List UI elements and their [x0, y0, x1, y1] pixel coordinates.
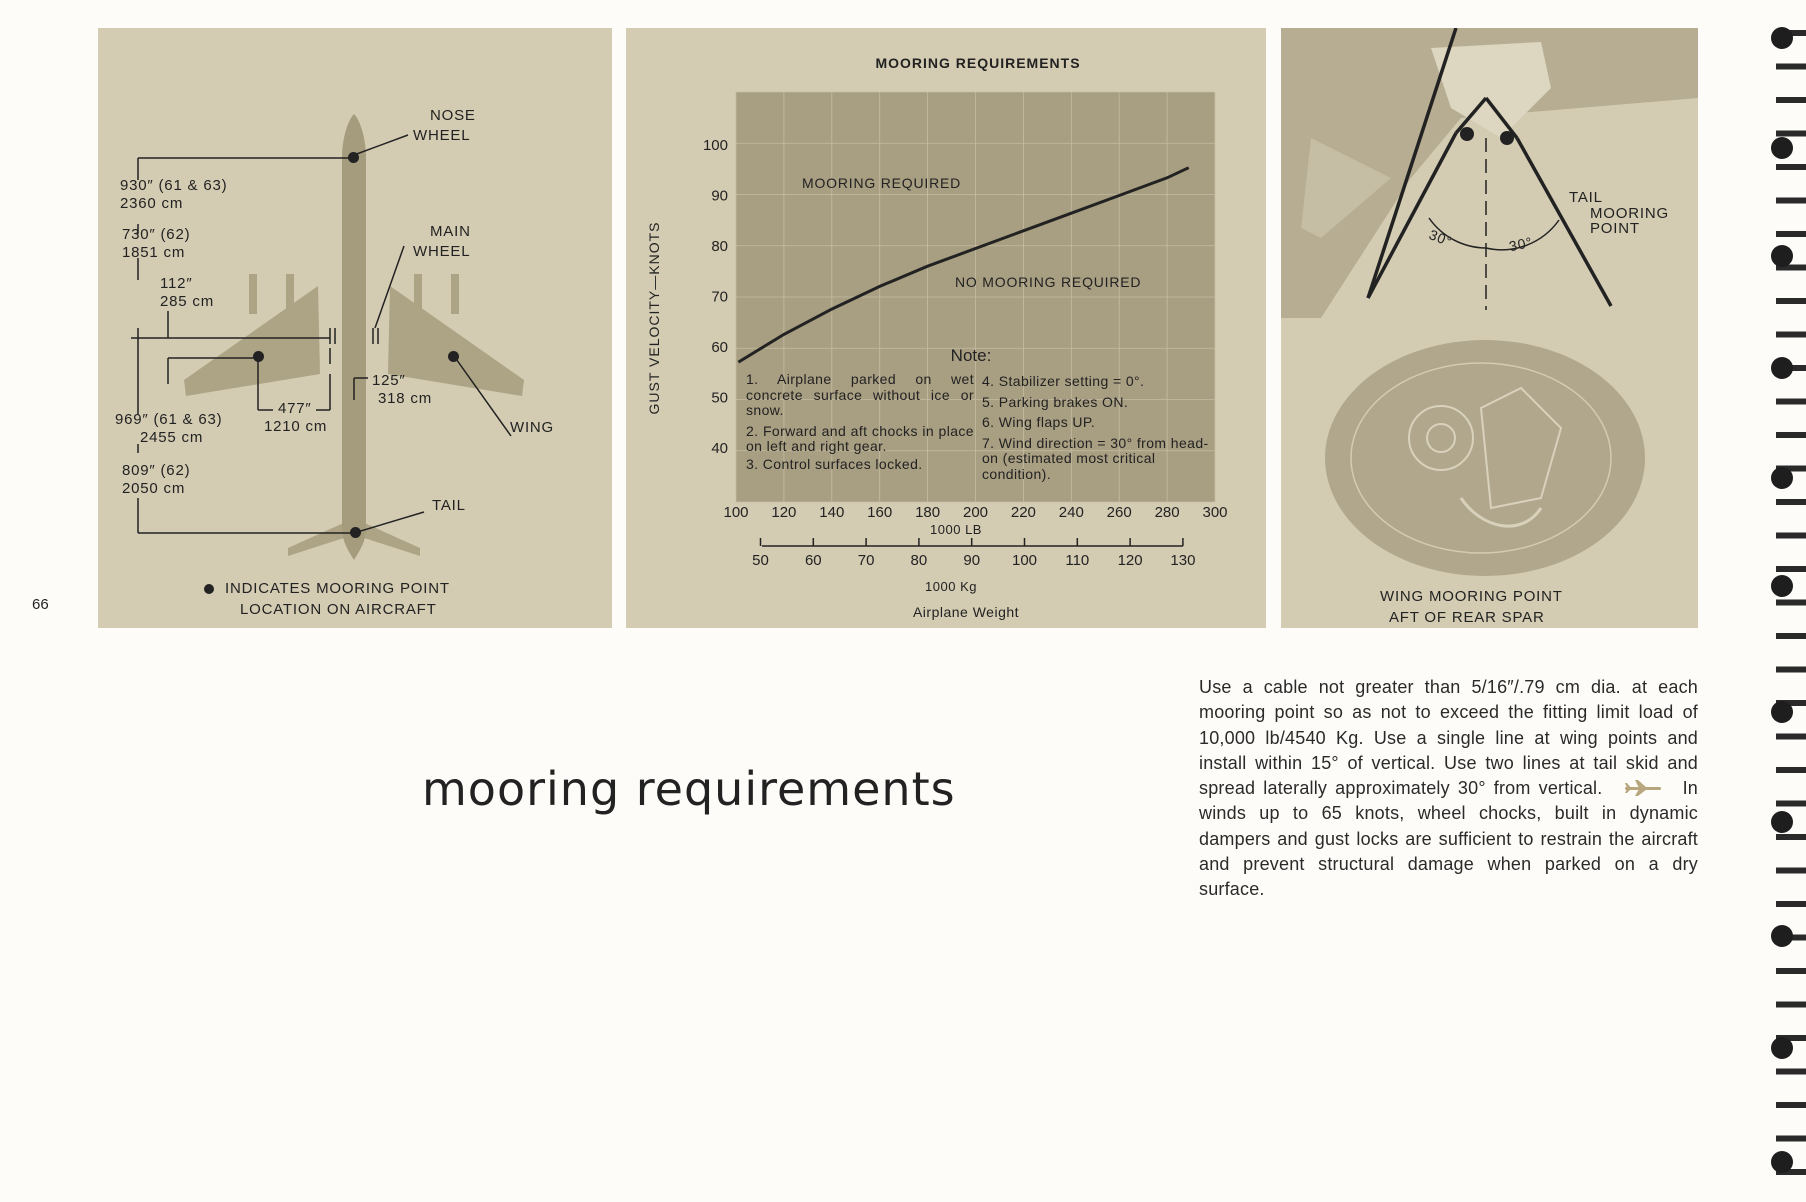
aircraft-silhouette — [98, 28, 612, 628]
y-tick-label: 70 — [711, 288, 728, 306]
x-tick-label-kg: 130 — [1170, 552, 1196, 569]
binding-hole — [1771, 245, 1793, 267]
dim-730: 730″ (62) — [122, 226, 191, 243]
y-tick-label: 60 — [711, 339, 728, 356]
note-title: Note: — [950, 346, 992, 365]
wing-label: WING — [510, 419, 555, 436]
note-1: 1. Airplane parked on wet concrete surface without ice or snow. — [746, 371, 974, 418]
note-7: 7. Wind direction = 30° from head-on (estimated most critical condition). — [982, 434, 1209, 482]
dim-318: 318 cm — [378, 390, 432, 407]
binding-ring — [1776, 834, 1806, 840]
binding-ring — [1776, 633, 1806, 639]
dim-1851: 1851 cm — [122, 244, 186, 261]
x-tick-label-kg: 50 — [752, 552, 769, 569]
binding-ring — [1776, 667, 1806, 673]
note-2: 2. Forward and aft chocks in place on left and right gear. — [746, 422, 974, 454]
mooring-chart — [626, 28, 1266, 628]
page-number: 66 — [32, 596, 49, 613]
binding-ring — [1776, 1136, 1806, 1142]
binding-ring — [1776, 131, 1806, 137]
x-tick-label-lb: 220 — [1010, 504, 1036, 521]
nose-wheel-label-2: WHEEL — [413, 127, 471, 144]
x-tick-label-lb: 180 — [915, 504, 941, 521]
tail-label: TAIL — [432, 497, 466, 514]
binding-hole — [1771, 1037, 1793, 1059]
binding-ring — [1776, 533, 1806, 539]
dim-477: 477″ — [278, 400, 312, 417]
binding-ring — [1776, 901, 1806, 907]
binding-hole — [1771, 467, 1793, 489]
tail-mooring-label-1: TAIL — [1569, 189, 1603, 206]
page-heading: mooring requirements — [422, 762, 956, 816]
mooring-chart-panel — [626, 28, 1266, 628]
dim-2455: 2455 cm — [140, 429, 204, 446]
tail-mooring-label-3: POINT — [1590, 220, 1640, 237]
region-no-mooring-required: NO MOORING REQUIRED — [955, 274, 1142, 290]
chart-title: MOORING REQUIREMENTS — [875, 55, 1081, 71]
notes-left — [746, 372, 974, 472]
binding-ring — [1776, 432, 1806, 438]
note-4: 4. Stabilizer setting = 0°. — [982, 373, 1145, 389]
body-text-part2: In winds up to 65 knots, wheel chocks, built in dynamic dampers and gust locks are sufficient to restrain the aircraft and prevent structural damage when parked on a dry surface. — [1199, 778, 1698, 900]
x-tick-label-kg: 60 — [804, 552, 822, 569]
binding-ring — [1776, 734, 1806, 740]
x-tick-label-kg: 100 — [1011, 552, 1038, 569]
binding-ring — [1776, 1102, 1806, 1108]
x-tick-label-lb: 280 — [1154, 504, 1180, 521]
binding-ring — [1776, 1002, 1806, 1008]
y-tick-label: 80 — [711, 238, 728, 255]
binding-ring — [1776, 499, 1806, 505]
x-tick-label-kg: 70 — [857, 552, 875, 569]
binding-hole — [1771, 137, 1793, 159]
main-wheel-label-1: MAIN — [430, 223, 471, 240]
binding-ring — [1776, 231, 1806, 237]
binding-hole — [1771, 701, 1793, 723]
dim-809: 809″ (62) — [122, 462, 191, 479]
binding-ring — [1776, 566, 1806, 572]
binding-ring — [1776, 198, 1806, 204]
note-6: 6. Wing flaps UP. — [982, 414, 1096, 430]
binding-ring — [1776, 332, 1806, 338]
dim-2050: 2050 cm — [122, 480, 186, 497]
y-tick-label: 50 — [711, 389, 728, 407]
x-tick-label-kg: 120 — [1117, 552, 1143, 569]
spiral-binding — [1770, 0, 1806, 1202]
binding-hole — [1771, 575, 1793, 597]
tail-angle-right: 30° — [1507, 233, 1534, 255]
dim-112: 112″ — [160, 275, 193, 292]
mooring-detail-illustration — [1281, 28, 1698, 628]
wing-mooring-label-2: AFT OF REAR SPAR — [1389, 609, 1545, 626]
right-wing-mooring-point — [448, 351, 459, 362]
left-wing-mooring-point — [253, 351, 264, 362]
binding-ring — [1776, 767, 1806, 773]
binding-ring — [1776, 868, 1806, 874]
binding-ring — [1776, 298, 1806, 304]
binding-ring — [1776, 164, 1806, 170]
x-tick-label-lb: 200 — [962, 504, 989, 521]
x-tick-label-lb: 160 — [867, 504, 893, 521]
y-tick-label: 40 — [711, 440, 728, 457]
x-tick-label-lb: 120 — [771, 504, 797, 521]
binding-hole — [1771, 925, 1793, 947]
binding-hole — [1771, 27, 1793, 49]
x-tick-label-lb: 140 — [819, 504, 845, 521]
dim-2360: 2360 cm — [120, 195, 184, 212]
tail-angle-left: 30° — [1426, 226, 1455, 250]
dim-125: 125″ — [372, 372, 406, 389]
y-tick-label: 90 — [711, 187, 728, 205]
chart-xlabel-caption: Airplane Weight — [912, 604, 1020, 620]
dim-969: 969″ (61 & 63) — [115, 411, 223, 428]
binding-hole — [1771, 811, 1793, 833]
x-tick-label-lb: 300 — [1202, 504, 1228, 521]
dim-930: 930″ (61 & 63) — [120, 177, 228, 194]
main-wheel-label-2: WHEEL — [413, 243, 471, 260]
chart-ylabel: GUST VELOCITY—KNOTS — [646, 221, 662, 415]
chart-xlabel-lb: 1000 LB — [930, 522, 982, 537]
binding-ring — [1776, 64, 1806, 70]
x-tick-label-kg: 90 — [963, 552, 981, 569]
binding-hole — [1771, 1151, 1793, 1173]
wing-mooring-label-1: WING MOORING POINT — [1380, 588, 1563, 605]
x-tick-label-lb: 100 — [723, 504, 749, 521]
x-tick-label-kg: 80 — [910, 552, 928, 569]
binding-ring — [1776, 600, 1806, 606]
chart-xlabel-kg: 1000 Kg — [925, 579, 977, 594]
binding-ring — [1776, 97, 1806, 103]
binding-ring — [1776, 801, 1806, 807]
x-tick-label-lb: 240 — [1058, 504, 1084, 521]
binding-ring — [1776, 968, 1806, 974]
note-5: 5. Parking brakes ON. — [982, 393, 1129, 410]
tail-mooring-label-2: MOORING — [1590, 205, 1669, 222]
body-text-part1: Use a cable not greater than 5/16″/.79 cm dia. at each mooring point so as not to exceed the fitting limit load of 10,000 lb/4540 Kg. Use a single line at wing points and install within 15° of vertical. Use two lines at tail skid and spread laterally approximately 30° from vertical. — [1199, 677, 1698, 799]
nose-wheel-label-1: NOSE — [430, 107, 476, 124]
aircraft-diagram-panel — [98, 28, 612, 628]
airplane-icon — [1623, 779, 1663, 797]
body-text — [1199, 675, 1698, 903]
binding-hole — [1771, 357, 1793, 379]
legend-line-2: LOCATION ON AIRCRAFT — [240, 601, 437, 618]
dim-285: 285 cm — [160, 293, 214, 310]
dim-1210: 1210 cm — [264, 418, 328, 435]
legend-line-1: INDICATES MOORING POINT — [225, 580, 450, 597]
y-tick-label: 100 — [702, 137, 728, 154]
binding-ring — [1776, 399, 1806, 405]
binding-ring — [1776, 1069, 1806, 1075]
legend-dot — [204, 584, 214, 594]
x-tick-label-kg: 110 — [1065, 552, 1090, 569]
region-mooring-required: MOORING REQUIRED — [802, 175, 962, 191]
note-3: 3. Control surfaces locked. — [746, 455, 923, 472]
tail-mooring-point — [350, 527, 361, 538]
mooring-detail-panel — [1281, 28, 1698, 628]
nose-mooring-point — [348, 152, 359, 163]
notes-right — [982, 374, 1216, 482]
x-tick-label-lb: 260 — [1106, 504, 1132, 521]
